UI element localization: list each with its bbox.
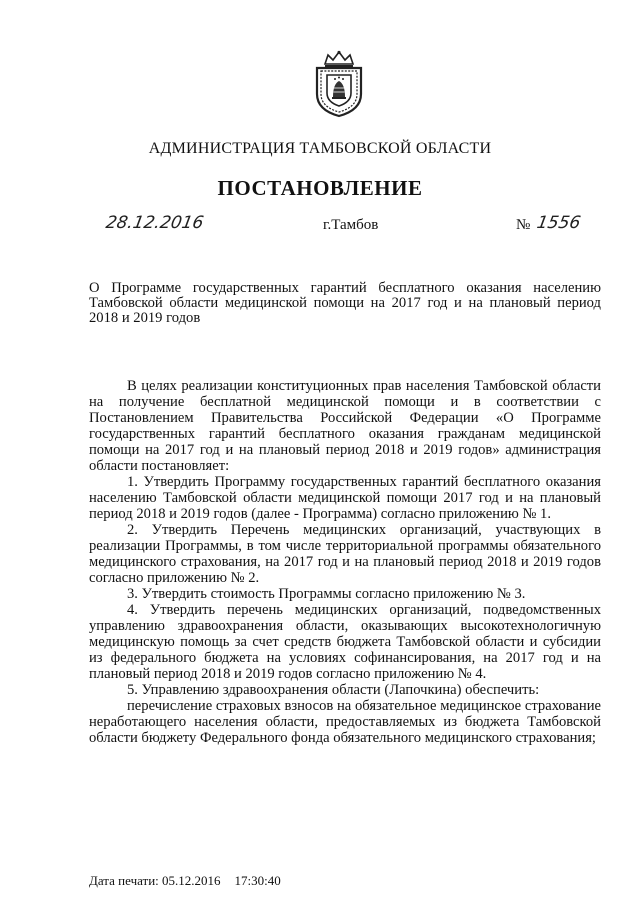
print-date: Дата печати: 05.12.2016 — [89, 873, 221, 888]
paragraph-preamble: В целях реализации конституционных прав населения Тамбовской области на получение бесплатной медицинской помощи и в соответствии с Постановлением Правительства Российской Федерации «О Программе государственных гарантий бесплатного оказания гражданам медицинской помощи на 2017 год и на плановый период 2018 и 2019 годов» администрация области постановляет: — [89, 378, 601, 474]
paragraph-item-3: 3. Утвердить стоимость Программы согласно приложению № 3. — [127, 586, 526, 602]
document-type-title: ПОСТАНОВЛЕНИЕ — [217, 176, 423, 200]
paragraph-item-4: 4. Утвердить перечень медицинских организаций, подведомственных управлению здравоохранения области, оказывающих высокотехнологичную медицинскую помощь за счет средств бюджета Тамбовской области и субсидии из федерального бюджета на условиях софинансирования, на 2017 год и на плановый период 2018 и 2019 годов согласно приложению № 4. — [89, 602, 601, 682]
document-body — [89, 378, 601, 746]
handwritten-number: 1556 — [535, 213, 583, 233]
organization-title: АДМИНИСТРАЦИЯ ТАМБОВСКОЙ ОБЛАСТИ — [148, 140, 492, 157]
paragraph-item-1: 1. Утвердить Программу государственных гарантий бесплатного оказания населению Тамбовской области медицинской помощи 2017 год и на плановый период 2018 и 2019 годов (далее - Программа) согласно приложению № 1. — [89, 474, 601, 522]
document-subject: О Программе государственных гарантий бесплатного оказания населению Тамбовской области медицинской помощи на 2017 год и на плановый период 2018 и 2019 годов — [89, 280, 601, 326]
paragraph-item-5-sub: перечисление страховых взносов на обязательное медицинское страхование неработающего населения области, предоставляемых из бюджета Тамбовской области бюджету Федерального фонда обязательного медицинского страхования; — [89, 698, 601, 746]
number-label: № — [516, 217, 531, 233]
paragraph-item-2: 2. Утвердить Перечень медицинских организаций, участвующих в реализации Программы, в том числе территориальной программы обязательного медицинского страхования, на 2017 год и на плановый период 2018 и 2019 годов согласно приложению № 2. — [89, 522, 601, 586]
coat-of-arms-icon — [311, 50, 367, 118]
handwritten-date: 28.12.2016 — [104, 213, 206, 233]
print-date-footer — [89, 873, 295, 889]
city-label: г.Тамбов — [323, 217, 379, 233]
print-time: 17:30:40 — [234, 873, 281, 888]
paragraph-item-5: 5. Управлению здравоохранения области (Лапочкина) обеспечить: — [127, 682, 540, 698]
